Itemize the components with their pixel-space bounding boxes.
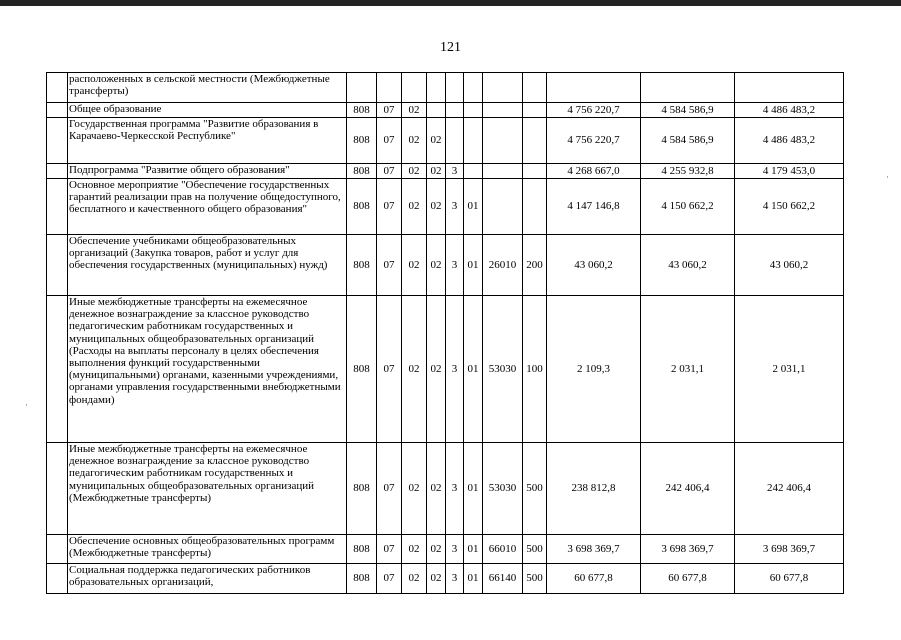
expense-type-code-cell: 500 bbox=[523, 535, 547, 564]
table-row bbox=[47, 179, 844, 235]
section-code-cell: 07 bbox=[377, 443, 402, 535]
expense-type-code-cell: 500 bbox=[523, 443, 547, 535]
table-row bbox=[47, 118, 844, 164]
subprogram-code-cell: 3 bbox=[446, 179, 464, 235]
row-number-cell bbox=[47, 235, 68, 296]
amount-year2-cell: 242 406,4 bbox=[641, 443, 735, 535]
amount-year2-cell: 4 584 586,9 bbox=[641, 103, 735, 118]
description-cell: Иные межбюджетные трансферты на ежемесячное денежное вознаграждение за классное руководство педагогическим работникам государственных и муниципальных общеобразовательных организаций (Межбюджетные трансферты) bbox=[68, 443, 347, 535]
amount-year1-cell: 60 677,8 bbox=[547, 564, 641, 594]
table-row bbox=[47, 296, 844, 443]
amount-year3-cell: 60 677,8 bbox=[735, 564, 844, 594]
expense-type-code-cell: 200 bbox=[523, 235, 547, 296]
subprogram-code-cell: 3 bbox=[446, 296, 464, 443]
subprogram-code-cell bbox=[446, 103, 464, 118]
margin-mark: · bbox=[25, 400, 28, 410]
page-number: 121 bbox=[440, 40, 461, 55]
description-cell: Иные межбюджетные трансферты на ежемесячное денежное вознаграждение за классное руководство педагогическим работникам государственных и муниципальных общеобразовательных организаций (Расходы на выплаты персоналу в целях обеспечения выполнения функций государственными (муниципальными) органами, казенными учреждениями, органами управления государственными внебюджетными фондами) bbox=[68, 296, 347, 443]
amount-year1-cell: 238 812,8 bbox=[547, 443, 641, 535]
section-code-cell: 07 bbox=[377, 118, 402, 164]
amount-year3-cell: 242 406,4 bbox=[735, 443, 844, 535]
event-code-cell bbox=[464, 73, 483, 103]
ministry-code-cell bbox=[347, 73, 377, 103]
subsection-code-cell: 02 bbox=[402, 564, 427, 594]
amount-year2-cell bbox=[641, 73, 735, 103]
row-number-cell bbox=[47, 179, 68, 235]
expense-type-code-cell: 100 bbox=[523, 296, 547, 443]
event-code-cell bbox=[464, 164, 483, 179]
expense-type-code-cell bbox=[523, 118, 547, 164]
program-code-cell: 02 bbox=[427, 443, 446, 535]
row-number-cell bbox=[47, 103, 68, 118]
row-number-cell bbox=[47, 164, 68, 179]
section-code-cell: 07 bbox=[377, 535, 402, 564]
amount-year2-cell: 3 698 369,7 bbox=[641, 535, 735, 564]
event-code-cell: 01 bbox=[464, 235, 483, 296]
ministry-code-cell: 808 bbox=[347, 296, 377, 443]
direction-code-cell bbox=[483, 164, 523, 179]
event-code-cell: 01 bbox=[464, 443, 483, 535]
program-code-cell: 02 bbox=[427, 164, 446, 179]
subprogram-code-cell: 3 bbox=[446, 235, 464, 296]
amount-year1-cell: 4 756 220,7 bbox=[547, 118, 641, 164]
section-code-cell: 07 bbox=[377, 179, 402, 235]
direction-code-cell: 53030 bbox=[483, 296, 523, 443]
description-cell: расположенных в сельской местности (Межбюджетные трансферты) bbox=[68, 73, 347, 103]
amount-year3-cell: 4 179 453,0 bbox=[735, 164, 844, 179]
ministry-code-cell: 808 bbox=[347, 443, 377, 535]
direction-code-cell bbox=[483, 73, 523, 103]
subprogram-code-cell: 3 bbox=[446, 164, 464, 179]
direction-code-cell bbox=[483, 118, 523, 164]
subsection-code-cell bbox=[402, 73, 427, 103]
subprogram-code-cell: 3 bbox=[446, 535, 464, 564]
section-code-cell: 07 bbox=[377, 235, 402, 296]
expense-type-code-cell: 500 bbox=[523, 564, 547, 594]
subsection-code-cell: 02 bbox=[402, 235, 427, 296]
ministry-code-cell: 808 bbox=[347, 118, 377, 164]
amount-year3-cell: 4 486 483,2 bbox=[735, 118, 844, 164]
subsection-code-cell: 02 bbox=[402, 296, 427, 443]
event-code-cell bbox=[464, 118, 483, 164]
amount-year3-cell bbox=[735, 73, 844, 103]
table-row bbox=[47, 443, 844, 535]
section-code-cell: 07 bbox=[377, 164, 402, 179]
amount-year1-cell bbox=[547, 73, 641, 103]
description-cell: Социальная поддержка педагогических работников образовательных организаций, bbox=[68, 564, 347, 594]
amount-year2-cell: 4 150 662,2 bbox=[641, 179, 735, 235]
program-code-cell: 02 bbox=[427, 235, 446, 296]
amount-year2-cell: 2 031,1 bbox=[641, 296, 735, 443]
event-code-cell: 01 bbox=[464, 535, 483, 564]
scan-top-border bbox=[0, 0, 901, 6]
subsection-code-cell: 02 bbox=[402, 103, 427, 118]
event-code-cell: 01 bbox=[464, 179, 483, 235]
amount-year3-cell: 43 060,2 bbox=[735, 235, 844, 296]
program-code-cell: 02 bbox=[427, 564, 446, 594]
event-code-cell: 01 bbox=[464, 564, 483, 594]
expense-type-code-cell bbox=[523, 73, 547, 103]
table-row bbox=[47, 235, 844, 296]
program-code-cell: 02 bbox=[427, 296, 446, 443]
row-number-cell bbox=[47, 564, 68, 594]
amount-year1-cell: 4 756 220,7 bbox=[547, 103, 641, 118]
program-code-cell: 02 bbox=[427, 118, 446, 164]
program-code-cell: 02 bbox=[427, 179, 446, 235]
subprogram-code-cell: 3 bbox=[446, 564, 464, 594]
description-cell: Государственная программа "Развитие образования в Карачаево-Черкесской Республике" bbox=[68, 118, 347, 164]
ministry-code-cell: 808 bbox=[347, 564, 377, 594]
amount-year3-cell: 4 486 483,2 bbox=[735, 103, 844, 118]
section-code-cell: 07 bbox=[377, 103, 402, 118]
budget-table bbox=[46, 72, 844, 594]
subsection-code-cell: 02 bbox=[402, 118, 427, 164]
description-cell: Основное мероприятие "Обеспечение государственных гарантий реализации прав на получение общедоступного, бесплатного и качественного общего образования" bbox=[68, 179, 347, 235]
amount-year2-cell: 4 255 932,8 bbox=[641, 164, 735, 179]
direction-code-cell: 66140 bbox=[483, 564, 523, 594]
row-number-cell bbox=[47, 535, 68, 564]
direction-code-cell: 26010 bbox=[483, 235, 523, 296]
expense-type-code-cell bbox=[523, 179, 547, 235]
subprogram-code-cell bbox=[446, 73, 464, 103]
description-cell: Обеспечение основных общеобразовательных программ (Межбюджетные трансферты) bbox=[68, 535, 347, 564]
ministry-code-cell: 808 bbox=[347, 535, 377, 564]
section-code-cell: 07 bbox=[377, 296, 402, 443]
section-code-cell bbox=[377, 73, 402, 103]
subprogram-code-cell: 3 bbox=[446, 443, 464, 535]
amount-year3-cell: 2 031,1 bbox=[735, 296, 844, 443]
program-code-cell bbox=[427, 103, 446, 118]
ministry-code-cell: 808 bbox=[347, 103, 377, 118]
ministry-code-cell: 808 bbox=[347, 164, 377, 179]
row-number-cell bbox=[47, 443, 68, 535]
event-code-cell: 01 bbox=[464, 296, 483, 443]
amount-year1-cell: 43 060,2 bbox=[547, 235, 641, 296]
amount-year1-cell: 3 698 369,7 bbox=[547, 535, 641, 564]
expense-type-code-cell bbox=[523, 164, 547, 179]
ministry-code-cell: 808 bbox=[347, 235, 377, 296]
direction-code-cell: 53030 bbox=[483, 443, 523, 535]
table-row bbox=[47, 103, 844, 118]
amount-year1-cell: 4 147 146,8 bbox=[547, 179, 641, 235]
description-cell: Подпрограмма "Развитие общего образования" bbox=[68, 164, 347, 179]
table-row bbox=[47, 73, 844, 103]
direction-code-cell bbox=[483, 179, 523, 235]
amount-year3-cell: 3 698 369,7 bbox=[735, 535, 844, 564]
subprogram-code-cell bbox=[446, 118, 464, 164]
direction-code-cell: 66010 bbox=[483, 535, 523, 564]
table-row bbox=[47, 164, 844, 179]
event-code-cell bbox=[464, 103, 483, 118]
amount-year1-cell: 2 109,3 bbox=[547, 296, 641, 443]
description-cell: Обеспечение учебниками общеобразовательных организаций (Закупка товаров, работ и услуг для обеспечения государственных (муниципальных) нужд) bbox=[68, 235, 347, 296]
subsection-code-cell: 02 bbox=[402, 164, 427, 179]
direction-code-cell bbox=[483, 103, 523, 118]
ministry-code-cell: 808 bbox=[347, 179, 377, 235]
row-number-cell bbox=[47, 118, 68, 164]
subsection-code-cell: 02 bbox=[402, 443, 427, 535]
margin-mark: · bbox=[886, 172, 889, 182]
row-number-cell bbox=[47, 296, 68, 443]
amount-year2-cell: 43 060,2 bbox=[641, 235, 735, 296]
amount-year2-cell: 4 584 586,9 bbox=[641, 118, 735, 164]
program-code-cell bbox=[427, 73, 446, 103]
amount-year3-cell: 4 150 662,2 bbox=[735, 179, 844, 235]
program-code-cell: 02 bbox=[427, 535, 446, 564]
expense-type-code-cell bbox=[523, 103, 547, 118]
description-cell: Общее образование bbox=[68, 103, 347, 118]
table-row bbox=[47, 564, 844, 594]
amount-year2-cell: 60 677,8 bbox=[641, 564, 735, 594]
amount-year1-cell: 4 268 667,0 bbox=[547, 164, 641, 179]
table-row bbox=[47, 535, 844, 564]
row-number-cell bbox=[47, 73, 68, 103]
subsection-code-cell: 02 bbox=[402, 535, 427, 564]
section-code-cell: 07 bbox=[377, 564, 402, 594]
subsection-code-cell: 02 bbox=[402, 179, 427, 235]
